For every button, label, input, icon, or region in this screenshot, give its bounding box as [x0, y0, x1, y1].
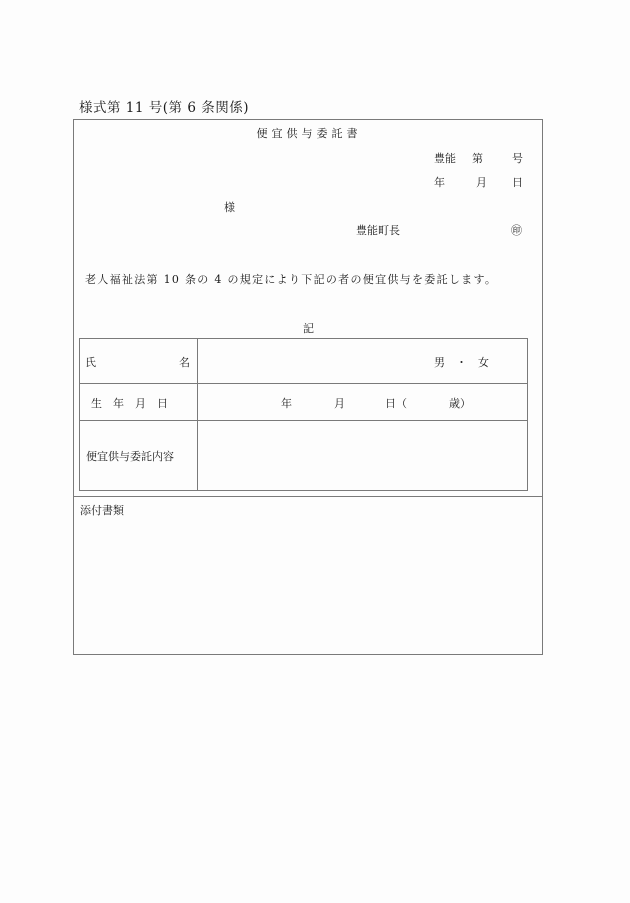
name-label-left: 氏 [85, 356, 96, 369]
birth-month: 月 [334, 397, 345, 410]
date-year: 年 [434, 176, 445, 189]
attachments-label: 添付書類 [80, 504, 124, 517]
number-prefix: 豊能 [434, 152, 456, 165]
sex-options: 男 ・ 女 [434, 356, 489, 369]
table-divider [197, 339, 198, 490]
service-label: 便宜供与委託内容 [86, 450, 174, 463]
number-go: 号 [512, 152, 523, 165]
document-title: 便宜供与委託書 [256, 127, 362, 140]
body-text: 老人福祉法第 10 条の 4 の規定により下記の者の便宜供与を委託します。 [85, 273, 498, 286]
birth-day: 日（ [385, 397, 407, 410]
number-dai: 第 [472, 152, 483, 165]
date-day: 日 [512, 176, 523, 189]
birthdate-label: 生 年 月 日 [91, 397, 168, 410]
ki-label: 記 [303, 322, 314, 335]
form-label: 様式第 11 号(第 6 条関係) [79, 100, 249, 116]
name-label-right: 名 [179, 356, 190, 369]
sender-name: 豊能町長 [356, 224, 400, 237]
age: 歳） [449, 397, 471, 410]
date-month: 月 [476, 176, 487, 189]
document-frame [73, 119, 543, 655]
birth-year: 年 [281, 397, 292, 410]
seal-mark: ㊞ [511, 224, 522, 237]
attachment-separator [74, 496, 542, 497]
addressee-suffix: 様 [224, 201, 235, 214]
row-divider [80, 383, 527, 384]
details-table [79, 338, 528, 491]
row-divider [80, 420, 527, 421]
